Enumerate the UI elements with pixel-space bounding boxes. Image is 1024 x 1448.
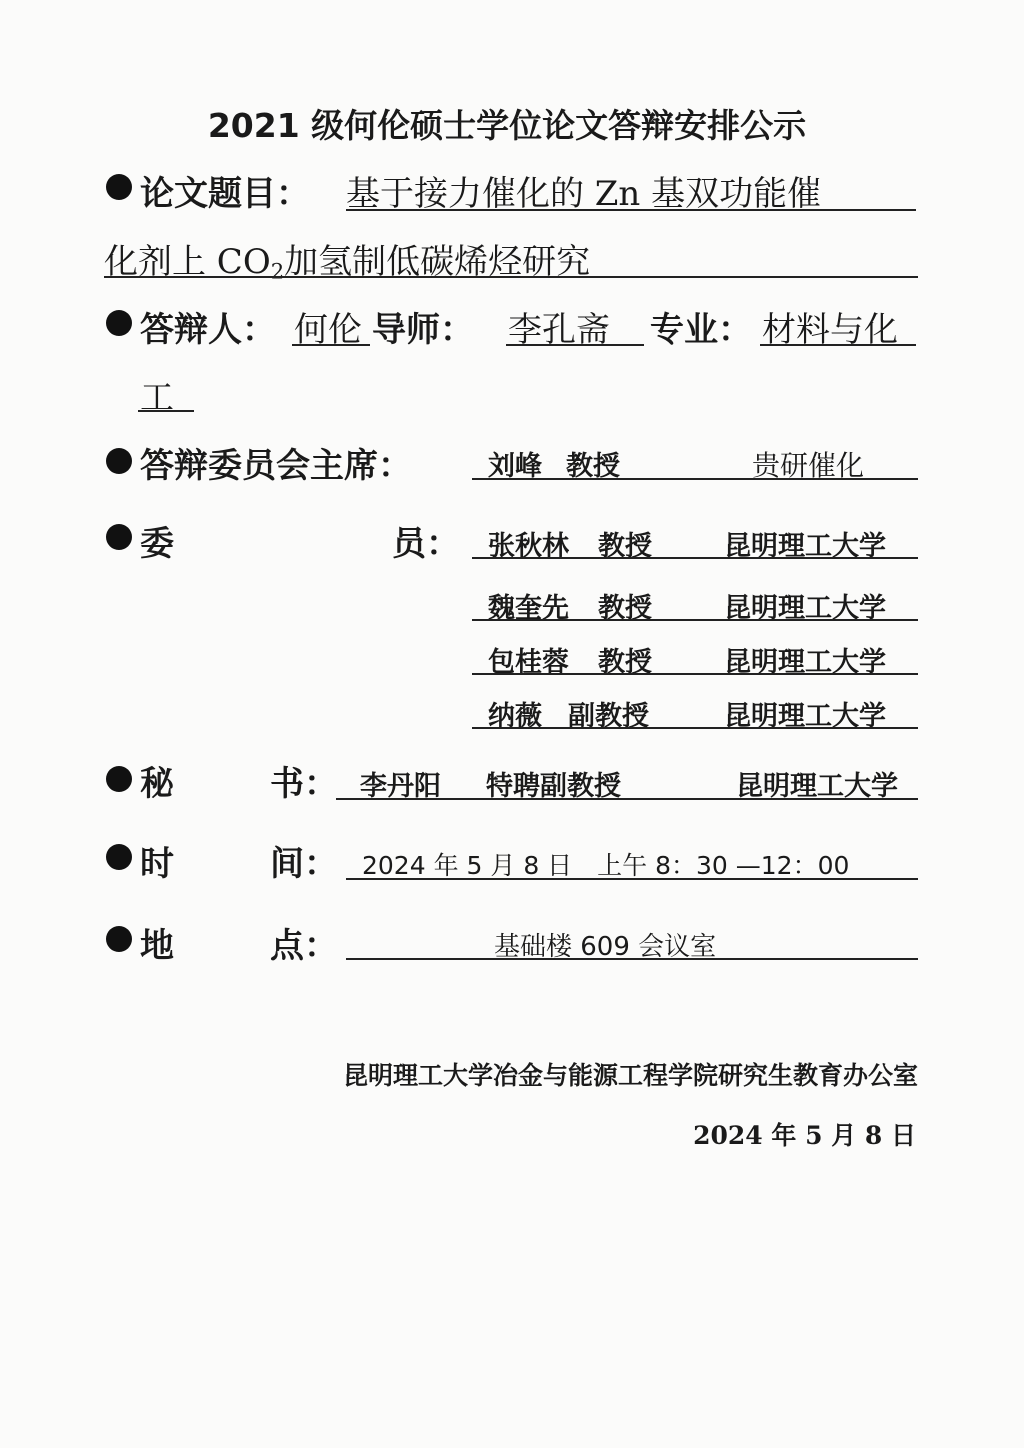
time-label-left: 时: [140, 844, 174, 884]
advisor-underline: [506, 344, 644, 346]
members-label-right: 员：: [392, 524, 460, 564]
chair-name: 刘峰: [488, 451, 542, 482]
bullet-icon: [106, 174, 132, 200]
members-label-left: 委: [140, 524, 174, 564]
chair-title: 教授: [566, 451, 620, 482]
member-underline: [472, 557, 918, 559]
bullet-icon: [106, 766, 132, 792]
defender-name: 何伦: [294, 310, 362, 350]
member-affiliation: 昆明理工大学: [724, 647, 886, 678]
member-title: 教授: [598, 531, 652, 562]
page-title: 2021 级何伦硕士学位论文答辩安排公示: [207, 106, 807, 145]
place-underline: [346, 958, 918, 960]
member-underline: [472, 619, 918, 621]
time-underline: [346, 878, 918, 880]
member-underline: [472, 727, 918, 729]
chair-label: 答辩委员会主席：: [140, 446, 412, 486]
member-name: 包桂蓉: [488, 647, 569, 678]
thesis-title-line1: 基于接力催化的 Zn 基双功能催: [346, 174, 822, 214]
member-title: 教授: [598, 647, 652, 678]
member-title: 副教授: [568, 701, 649, 732]
advisor-name: 李孔斋: [508, 310, 610, 350]
thesis-title-line2-prefix: 化剂上 CO: [104, 242, 271, 282]
member-name: 张秋林: [488, 531, 569, 562]
secretary-affiliation: 昆明理工大学: [736, 771, 898, 802]
secretary-underline: [336, 798, 918, 800]
member-title: 教授: [598, 593, 652, 624]
issue-date: 2024 年 5 月 8 日: [693, 1121, 916, 1150]
place-label-right: 点：: [270, 926, 338, 966]
chair-underline: [472, 478, 918, 480]
major-label: 专业：: [650, 310, 752, 350]
secretary-label-left: 秘: [140, 764, 174, 804]
member-affiliation: 昆明理工大学: [724, 531, 886, 562]
bullet-icon: [106, 926, 132, 952]
chair-affiliation: 贵研催化: [752, 449, 865, 482]
bullet-icon: [106, 844, 132, 870]
place-value: 基础楼 609 会议室: [494, 932, 717, 962]
bullet-icon: [106, 310, 132, 336]
major-value-line2: 工: [140, 378, 174, 418]
secretary-title: 特聘副教授: [486, 771, 621, 802]
member-name: 纳薇: [488, 701, 542, 732]
thesis-title-subscript: 2: [270, 258, 285, 284]
thesis-title-line2-suffix: 加氢制低碳烯烃研究: [284, 242, 591, 282]
member-name: 魏奎先: [488, 593, 569, 624]
time-label-right: 间：: [270, 844, 338, 884]
secretary-label-right: 书：: [270, 764, 338, 804]
member-underline: [472, 673, 918, 675]
bullet-icon: [106, 524, 132, 550]
bullet-icon: [106, 448, 132, 474]
major-underline-1: [760, 344, 916, 346]
major-value-line1: 材料与化: [762, 310, 898, 350]
thesis-underline-2: [104, 276, 918, 278]
defender-label: 答辩人：: [140, 310, 276, 350]
major-underline-2: [138, 410, 194, 412]
advisor-label: 导师：: [372, 310, 474, 350]
issuing-office: 昆明理工大学冶金与能源工程学院研究生教育办公室: [342, 1061, 918, 1090]
defender-underline: [292, 344, 370, 346]
member-affiliation: 昆明理工大学: [724, 701, 886, 732]
place-label-left: 地: [140, 926, 174, 966]
thesis-label: 论文题目：: [140, 174, 310, 214]
secretary-name: 李丹阳: [360, 771, 441, 802]
time-value: 2024 年 5 月 8 日 上午 8：30 —12：00: [362, 851, 850, 880]
member-affiliation: 昆明理工大学: [724, 593, 886, 624]
thesis-underline-1: [346, 209, 916, 211]
